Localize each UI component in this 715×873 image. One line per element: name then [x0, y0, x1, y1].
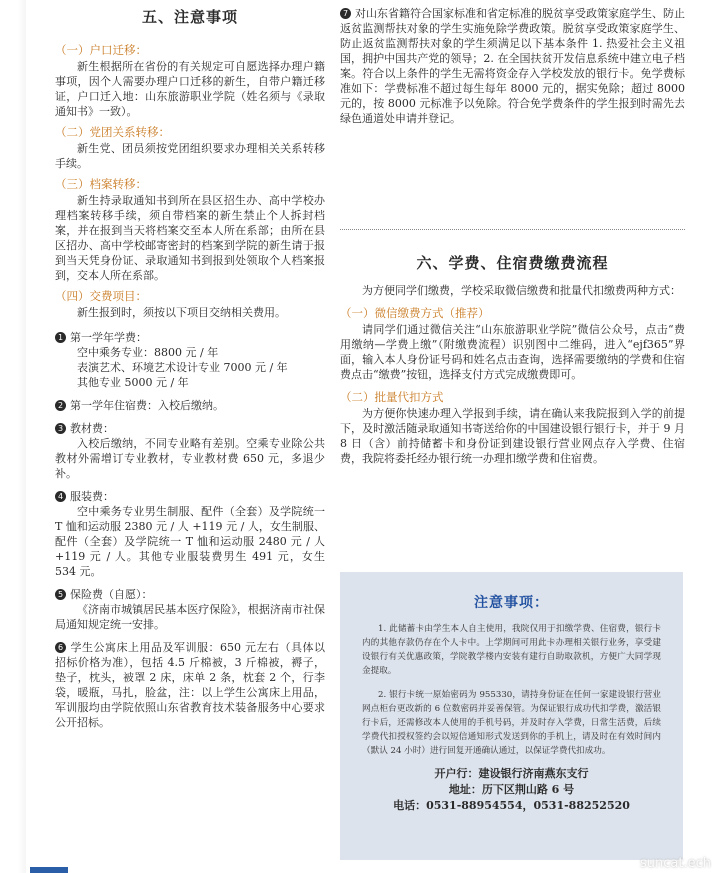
notice-title: 注意事项： — [474, 595, 549, 611]
number-2-icon: 2 — [55, 400, 66, 411]
uniform-text: 空中乘务专业男生制服、配件（全套）及学院统一 T 恤和运动服 2380 元 / 人 +119 元 / 人，女生制服、配件（全套）及学院统一 T 恤和运动服 2480 元 / 人 +119 元 / 人。其他专业服装费男生 491 元，女生 534 元。 — [55, 505, 325, 578]
insurance-item — [55, 587, 325, 602]
page-edge-strip — [0, 0, 26, 873]
section-divider — [340, 229, 685, 230]
bank-phone: 电话：0531-88954554，0531-88252520 — [393, 799, 630, 812]
wechat-text: 请同学们通过微信关注“山东旅游职业学院”微信公众号，点击“费用缴纳—学费上缴”（附缴费流程）识别图中二维码，进入“ejf365”界面，输入本人身份证号码和姓名点击查询，选择需要缴纳的学费和住宿费点击“缴费”按钮，选择支付方式完成缴费即可。 — [340, 323, 685, 381]
supplies-item — [55, 640, 325, 730]
books-text: 入校后缴纳，不同专业略有差别。空乘专业除公共教材外需增订专业教材，专业教材费 650 元，多退少补。 — [55, 437, 325, 480]
hukou-heading: （一）户口迁移： — [55, 43, 147, 57]
insurance-title: 保险费（自愿）： — [70, 588, 153, 601]
dorm-item — [55, 398, 325, 413]
bank-address: 地址：历下区荆山路 6 号 — [448, 783, 575, 796]
tuition-line-1: 空中乘务专业：8800 元 / 年 — [77, 346, 219, 359]
watermark: suncat.ech — [640, 856, 711, 871]
number-5-icon: 5 — [55, 589, 66, 600]
number-4-icon: 4 — [55, 491, 66, 502]
batch-heading: （二）批量代扣方式 — [340, 390, 444, 404]
fees-heading: （四）交费项目： — [55, 289, 147, 303]
fees-intro: 新生报到时，须按以下项目交纳相关费用。 — [77, 306, 286, 319]
batch-text: 为方便你快速办理入学报到手续，请在确认来我院报到入学的前提下，及时激活随录取通知书寄送给你的中国建设银行银行卡，并于 9 月 8 日（含）前持储蓄卡和身份证到建设银行营业网点存入学费、住宿费，我院将委托经办银行统一办理扣缴学费和住宿费。 — [340, 407, 685, 465]
right-column — [340, 0, 685, 126]
party-text: 新生党、团员须按党团组织要求办理相关关系转移手续。 — [55, 142, 325, 170]
poverty-item — [340, 6, 685, 126]
notice-box — [340, 572, 683, 860]
wechat-heading: （一）微信缴费方式（推荐） — [340, 306, 490, 320]
hukou-text: 新生根据所在省份的有关规定可自愿选择办理户籍事项，因个人需要办理户口迁移的新生，自带户籍迁移证，户口迁入地：山东旅游职业学院（姓名须与《录取通知书》一致）。 — [55, 60, 325, 118]
archive-heading: （三）档案转移： — [55, 177, 147, 191]
tuition-line-3: 其他专业 5000 元 / 年 — [77, 376, 189, 389]
notice-paragraph-2: 2. 银行卡统一原始密码为 955330，请持身份证在任何一家建设银行营业网点柜台更改新的 6 位数密码并妥善保管。为保证银行成功代扣学费，激活银行卡后，还需修改本人使用的手机号码，并及时存入学费，日常生活费，后续学费代扣授权签约会以短信通知形式发送到你的手机上，请及时在有效时间内（默认 24 小时）进行回复开通确认通过，以保证学费代扣成功。 — [362, 690, 661, 756]
books-item — [55, 421, 325, 436]
corner-mark — [30, 867, 68, 873]
tuition-line-2: 表演艺术、环境艺术设计专业 7000 元 / 年 — [77, 361, 288, 374]
section-title-payment: 六、学费、住宿费缴费流程 — [416, 254, 609, 272]
number-7-icon: 7 — [340, 8, 351, 19]
section-title-notes: 五、注意事项 — [141, 8, 238, 26]
supplies-text: 学生公寓床上用品及军训服：650 元左右（具体以招标价格为准），包括 4.5 斤棉被，3 斤棉被，褥子，垫子，枕头，被罩 2 床，床单 2 条，枕套 2 个，行李袋，暖瓶，马扎，脸盆，注：以上学生公寓床上用品，军训服均由学院依照山东省教育技术装备服务中心要求公开招标。 — [55, 641, 325, 729]
number-1-icon: 1 — [55, 332, 66, 343]
uniform-title: 服装费： — [70, 490, 114, 503]
bank-name: 开户行：建设银行济南燕东支行 — [434, 767, 589, 780]
left-column — [55, 0, 325, 730]
insurance-text: 《济南市城镇居民基本医疗保险》，根据济南市社保局通知规定统一安排。 — [55, 603, 325, 631]
payment-section — [340, 252, 685, 466]
notice-paragraph-1: 1. 此储蓄卡由学生本人自主使用，我院仅用于扣缴学费、住宿费，银行卡内的其他存款仍存在个人卡中。上学期间可用此卡办理相关银行业务，享受建设银行有关优惠政策，学院教学楼内安装有建行自助取款机，方便广大同学现金提取。 — [362, 624, 661, 676]
tuition-item — [55, 330, 325, 345]
payment-intro: 为方便同学们缴费，学校采取微信缴费和批量代扣缴费两种方式： — [362, 284, 681, 297]
dorm-title: 第一学年住宿费：入校后缴纳。 — [70, 399, 224, 412]
party-heading: （二）党团关系转移： — [55, 125, 170, 139]
books-title: 教材费： — [70, 422, 114, 435]
archive-text: 新生持录取通知书到所在县区招生办、高中学校办理档案转移手续，须自带档案的新生禁止个人拆封档案，并在报到当天将档案交至本人所在系部；由所在县区招办、高中学校邮寄密封的档案到学院的新生请于报到当天凭身份证、录取通知书到报到处领取个人档案报到，交本人所在系部。 — [55, 194, 325, 282]
poverty-text: 对山东省籍符合国家标准和省定标准的脱贫享受政策家庭学生、防止返贫监测帮扶对象的学生实施免除学费政策。脱贫享受政策家庭学生、防止返贫监测帮扶对象的学生须满足以下基本条件 1. 热爱社会主义祖国，拥护中国共产党的领导；2. 在全国扶贫开发信息系统中建立电子档案。符合以上条件的学生无需将资金存入学校发放的银行卡。免学费标准如下：学费标准不超过每生每年 8000 元的，据实免除；超过 8000 元的，按 8000 元标准予以免除。符合免学费条件的学生报到时需先去绿色通道处申请并登记。 — [340, 7, 685, 125]
tuition-title: 第一学年学费： — [70, 331, 147, 344]
number-3-icon: 3 — [55, 423, 66, 434]
number-6-icon: 6 — [55, 642, 66, 653]
uniform-item — [55, 489, 325, 504]
